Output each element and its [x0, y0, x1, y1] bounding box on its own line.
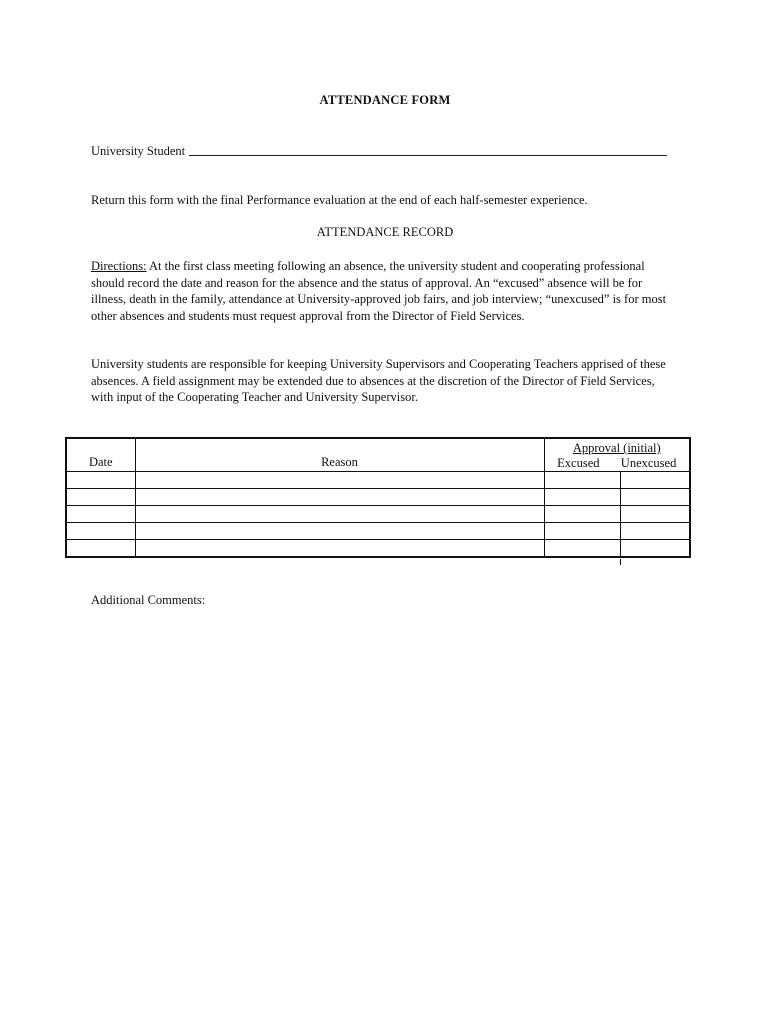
table-divider-tick — [620, 559, 621, 565]
directions-text: At the first class meeting following an absence, the university student and cooperating professional should record the date and reason for the absence and the status of approval. An “excused” absence will be for illness, death in the family, attendance at University-approved job fairs, and job interview; “unexcused” is for most other absences and students must request approval from the Director of Field Services. — [91, 259, 667, 323]
directions-label: Directions: — [91, 259, 147, 273]
table-row — [66, 540, 690, 558]
table-row — [66, 472, 690, 489]
table-row — [66, 523, 690, 540]
directions-paragraph — [91, 258, 675, 324]
unexcused-cell[interactable] — [620, 506, 690, 523]
excused-cell[interactable] — [544, 523, 620, 540]
unexcused-cell[interactable] — [620, 523, 690, 540]
reason-cell[interactable] — [135, 472, 544, 489]
responsibility-paragraph: University students are responsible for keeping University Supervisors and Cooperating Teachers apprised of these absences. A field assignment may be extended due to absences at the discretion of the Director of Field Services, with input of the Cooperating Teacher and University Supervisor. — [91, 357, 666, 404]
excused-column-header: Excused — [557, 456, 600, 470]
reason-column-header: Reason — [135, 438, 544, 472]
return-instructions: Return this form with the final Performance evaluation at the end of each half-semester experience. — [91, 193, 588, 207]
unexcused-column-header: Unexcused — [620, 456, 677, 470]
excused-cell[interactable] — [544, 506, 620, 523]
approval-column-header — [544, 438, 690, 472]
date-cell[interactable] — [66, 523, 135, 540]
student-name-row — [91, 144, 691, 159]
student-name-field[interactable] — [189, 154, 667, 156]
attendance-table-container — [65, 437, 689, 558]
date-cell[interactable] — [66, 472, 135, 489]
date-column-header: Date — [66, 438, 135, 472]
excused-cell[interactable] — [544, 489, 620, 506]
additional-comments-label: Additional Comments: — [91, 593, 206, 607]
reason-cell[interactable] — [135, 523, 544, 540]
excused-cell[interactable] — [544, 540, 620, 558]
reason-cell[interactable] — [135, 540, 544, 558]
reason-cell[interactable] — [135, 489, 544, 506]
student-label: University Student — [91, 144, 186, 158]
table-row — [66, 489, 690, 506]
unexcused-cell[interactable] — [620, 540, 690, 558]
table-header-row — [66, 438, 690, 472]
attendance-table — [65, 437, 691, 558]
excused-cell[interactable] — [544, 472, 620, 489]
reason-cell[interactable] — [135, 506, 544, 523]
unexcused-cell[interactable] — [620, 472, 690, 489]
attendance-record-heading: ATTENDANCE RECORD — [316, 225, 454, 239]
table-row — [66, 506, 690, 523]
date-cell[interactable] — [66, 506, 135, 523]
unexcused-cell[interactable] — [620, 489, 690, 506]
approval-title: Approval (initial) — [572, 441, 661, 455]
form-title: ATTENDANCE FORM — [319, 93, 451, 107]
date-cell[interactable] — [66, 489, 135, 506]
date-cell[interactable] — [66, 540, 135, 558]
